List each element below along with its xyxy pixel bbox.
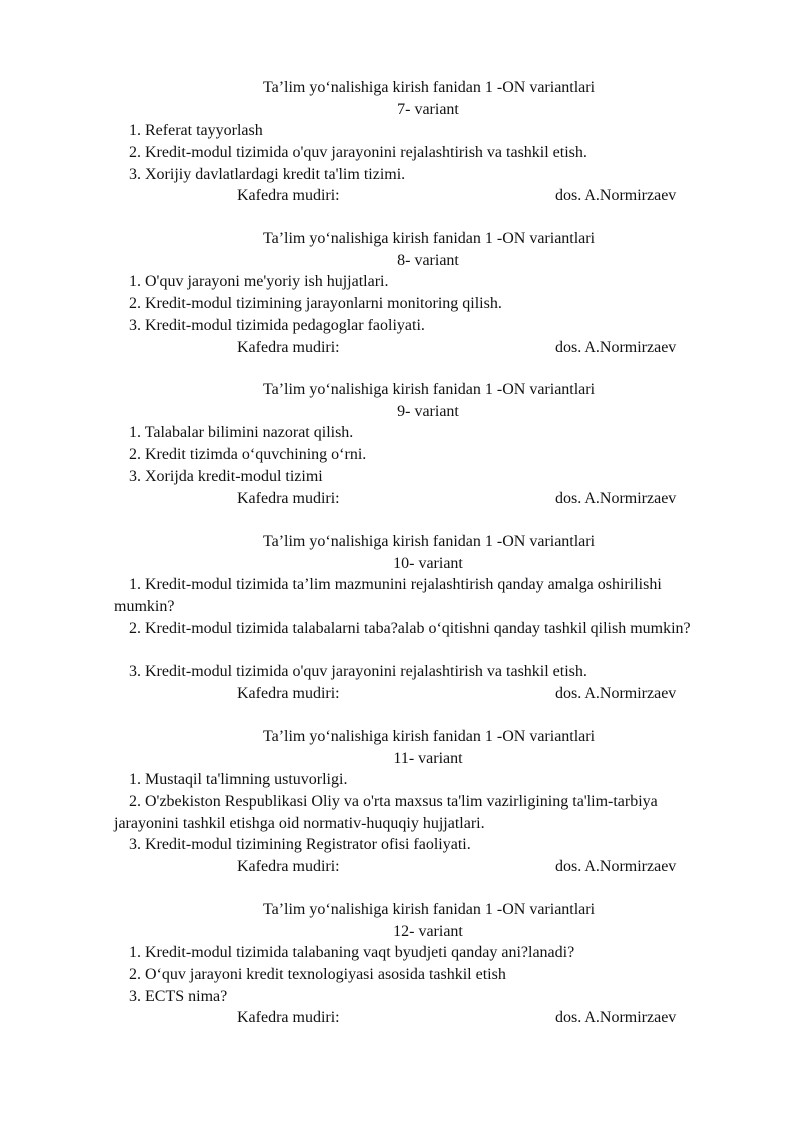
variant-number: 11- variant: [393, 750, 463, 767]
signature-label: Kafedra mudiri:: [237, 1009, 340, 1026]
question-item: 2. Kredit tizimda o‘quvchining o‘rni.: [129, 446, 367, 463]
signature-label: Kafedra mudiri:: [237, 187, 340, 204]
question-item: 1. O'quv jarayoni me'yoriy ish hujjatlari.: [129, 273, 389, 290]
signature-label: Kafedra mudiri:: [237, 339, 340, 356]
question-item: 1. Mustaqil ta'limning ustuvorligi.: [129, 771, 348, 788]
question-item: 3. Xorijiy davlatlardagi kredit ta'lim tizimi.: [129, 166, 406, 183]
signature-label: Kafedra mudiri:: [237, 685, 340, 702]
question-item: 3. Kredit-modul tizimida pedagoglar faoliyati.: [129, 317, 425, 334]
variant-heading: Ta’lim yo‘nalishiga kirish fanidan 1 -ON variantlari: [262, 901, 596, 918]
signature-name: dos. A.Normirzaev: [555, 1009, 677, 1026]
signature-name: dos. A.Normirzaev: [555, 339, 677, 356]
question-item: 1. Kredit-modul tizimida talabaning vaqt byudjeti qanday ani?lanadi?: [129, 944, 575, 961]
variant-number: 9- variant: [397, 403, 459, 420]
signature-name: dos. A.Normirzaev: [555, 858, 677, 875]
question-item: 2. Kredit-modul tizimining jarayonlarni monitoring qilish.: [129, 295, 502, 312]
variant-number: 10- variant: [393, 555, 463, 572]
question-item: 1. Talabalar bilimini nazorat qilish.: [129, 424, 354, 441]
question-item: 2. Kredit-modul tizimida talabalarni taba?alab o‘qitishni qanday tashkil qilish mumkin?: [129, 620, 691, 637]
variant-heading: Ta’lim yo‘nalishiga kirish fanidan 1 -ON variantlari: [262, 381, 596, 398]
signature-name: dos. A.Normirzaev: [555, 490, 677, 507]
signature-label: Kafedra mudiri:: [237, 490, 340, 507]
signature-label: Kafedra mudiri:: [237, 858, 340, 875]
variant-heading: Ta’lim yo‘nalishiga kirish fanidan 1 -ON variantlari: [262, 728, 596, 745]
variant-heading: Ta’lim yo‘nalishiga kirish fanidan 1 -ON variantlari: [262, 79, 596, 96]
signature-name: dos. A.Normirzaev: [555, 685, 677, 702]
variant-heading: Ta’lim yo‘nalishiga kirish fanidan 1 -ON variantlari: [262, 533, 596, 550]
question-item: 1. Referat tayyorlash: [129, 122, 263, 139]
variant-number: 8- variant: [397, 252, 459, 269]
question-item: 3. Kredit-modul tizimida o'quv jarayonini rejalashtirish va tashkil etish.: [129, 663, 587, 680]
question-item: 3. ECTS nima?: [129, 988, 228, 1005]
question-item: 2. Kredit-modul tizimida o'quv jarayonini rejalashtirish va tashkil etish.: [129, 144, 587, 161]
question-item: 2. O'zbekiston Respublikasi Oliy va o'rta maxsus ta'lim vazirligining ta'lim-tarbiya jarayonini tashkil etishga oid normativ-huquqiy hujjatlari.: [114, 793, 658, 832]
question-item: 2. O‘quv jarayoni kredit texnologiyasi asosida tashkil etish: [129, 966, 506, 983]
signature-name: dos. A.Normirzaev: [555, 187, 677, 204]
variant-heading: Ta’lim yo‘nalishiga kirish fanidan 1 -ON variantlari: [262, 230, 596, 247]
question-item: 1. Kredit-modul tizimida ta’lim mazmunini rejalashtirish qanday amalga oshirilishi mumkin?: [114, 576, 662, 615]
variant-number: 7- variant: [397, 101, 459, 118]
question-item: 3. Xorijda kredit-modul tizimi: [129, 468, 323, 485]
variant-number: 12- variant: [393, 923, 463, 940]
question-item: 3. Kredit-modul tizimining Registrator ofisi faoliyati.: [129, 836, 471, 853]
